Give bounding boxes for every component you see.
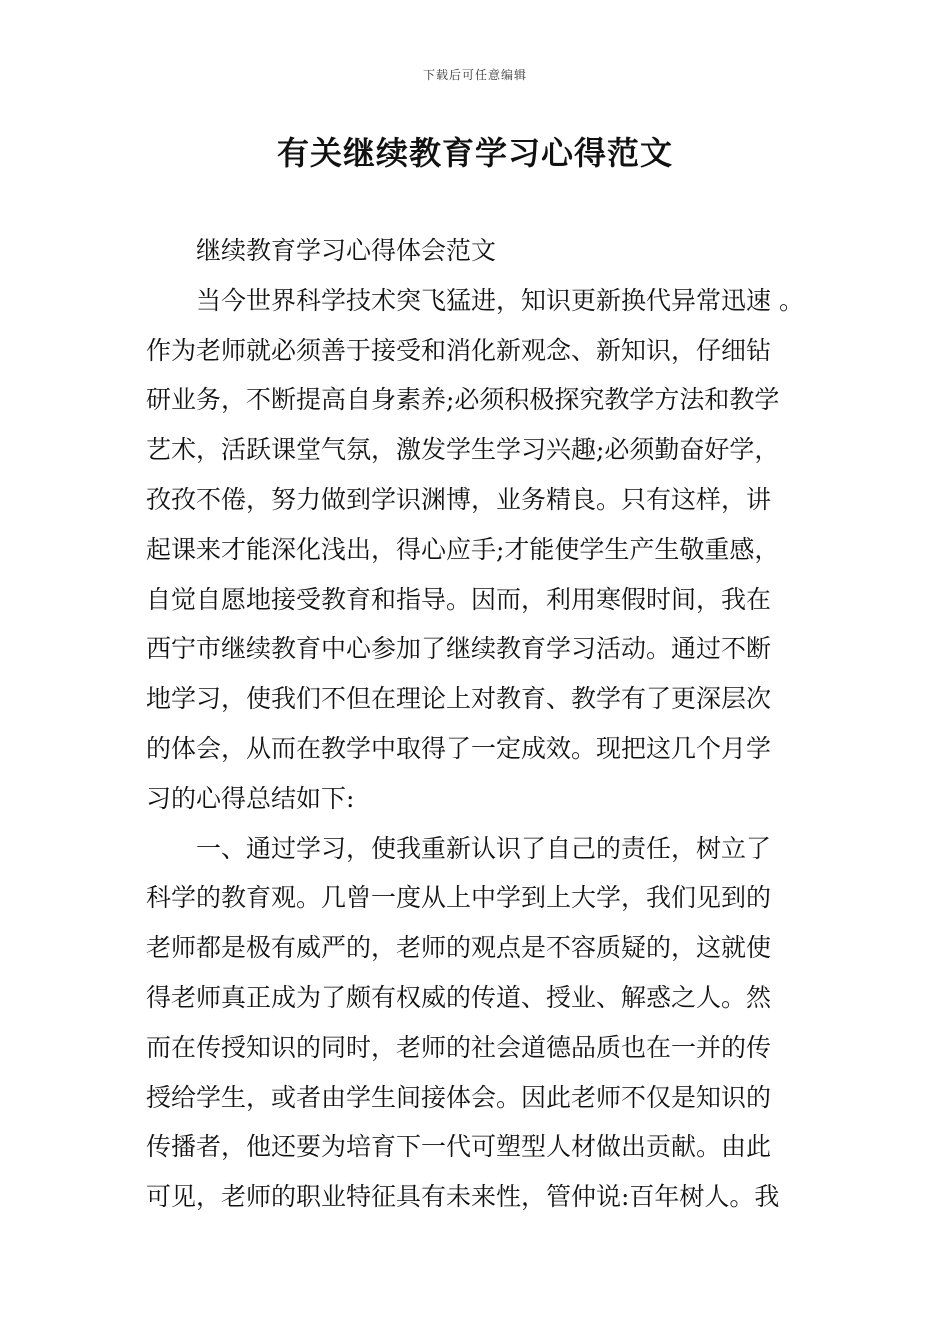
paragraph-line: 科学的教育观。几曾一度从上中学到上大学，我们见到的 [146,883,772,913]
paragraph-line: 地学习，使我们不但在理论上对教育、教学有了更深层次 [146,684,772,714]
paragraph-line: 作为老师就必须善于接受和消化新观念、新知识，仔细钻 [146,335,772,365]
document-title: 有关继续教育学习心得范文 [276,134,673,172]
paragraph-line: 孜孜不倦，努力做到学识渊博，业务精良。只有这样，讲 [146,485,772,514]
paragraph-line: 得老师真正成为了颇有权威的传道、授业、解惑之人。然 [146,983,772,1012]
paragraph-line: 习的心得总结如下: [146,783,355,813]
paragraph-line: 一、通过学习，使我重新认识了自己的责任，树立了 [196,833,772,863]
paragraph-line: 授给学生，或者由学生间接体会。因此老师不仅是知识的 [146,1082,772,1112]
paragraph-line: 艺术，活跃课堂气氛，激发学生学习兴趣;必须勤奋好学， [146,435,780,465]
header-note: 下载后可任意编辑 [422,68,527,82]
paragraph-line: 可见，老师的职业特征具有未来性，管仲说:百年树人。我 [146,1182,780,1212]
paragraph-line: 而在传授知识的同时，老师的社会道德品质也在一并的传 [146,1032,772,1062]
paragraph-line: 西宁市继续教育中心参加了继续教育学习活动。通过不断 [146,634,772,664]
paragraph-line: 自觉自愿地接受教育和指导。因而，利用寒假时间，我在 [146,584,772,614]
paragraph-line: 的体会，从而在教学中取得了一定成效。现把这几个月学 [146,734,772,763]
paragraph-line: 传播者，他还要为培育下一代可塑型人材做出贡献。由此 [146,1132,772,1162]
paragraph-line: 起课来才能深化浅出，得心应手;才能使学生产生敬重感， [146,534,780,564]
paragraph-line: 研业务，不断提高自身素养;必须积极探究教学方法和教学 [146,385,780,415]
paragraph-line: 当今世界科学技术突飞猛进，知识更新换代异常迅速 。 [196,285,804,315]
paragraph-line: 继续教育学习心得体会范文 [196,236,497,265]
paragraph-line: 老师都是极有威严的，老师的观点是不容质疑的，这就使 [146,933,772,963]
